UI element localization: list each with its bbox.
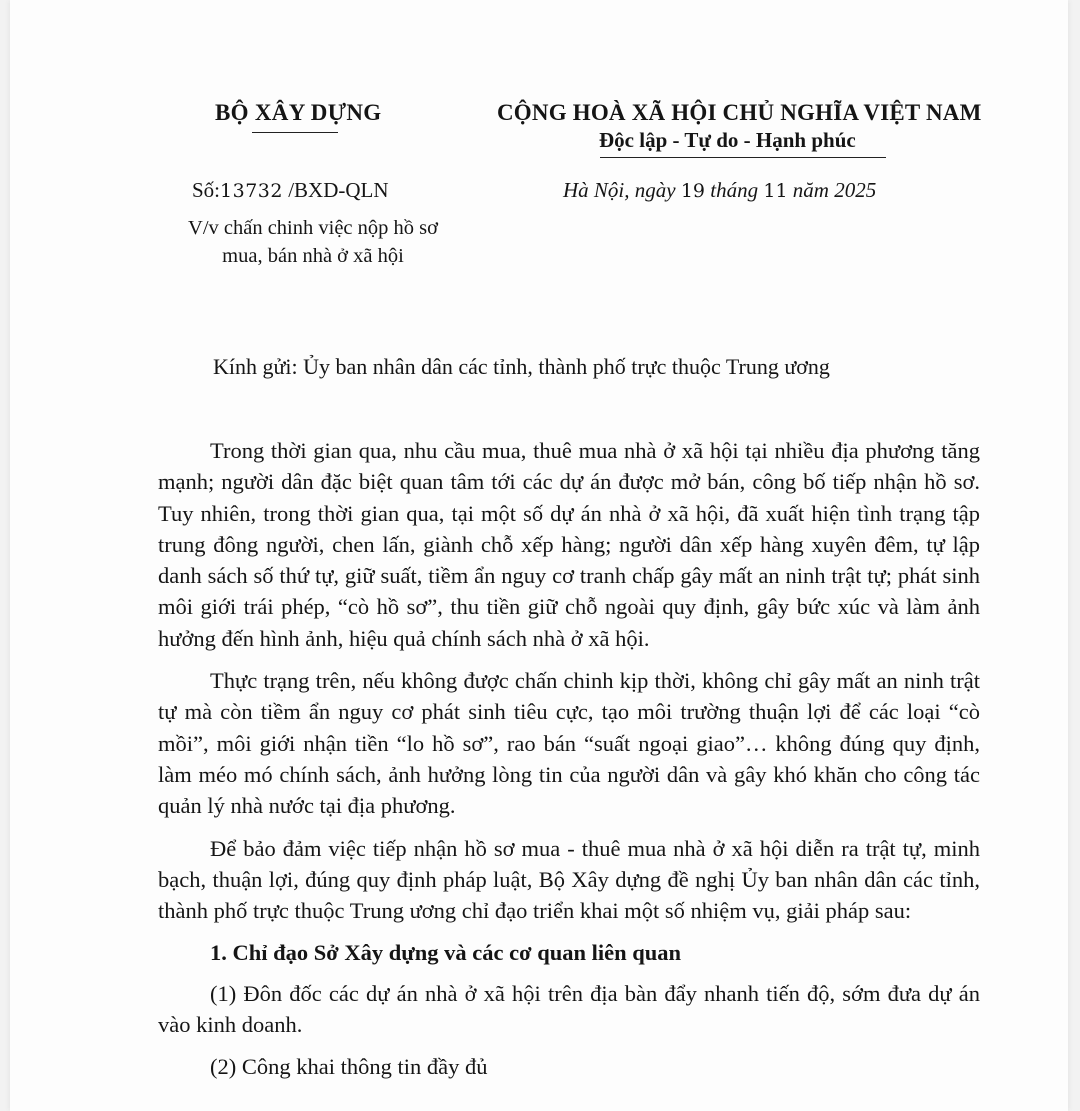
agency-underline xyxy=(252,132,338,133)
subject-line-2: mua, bán nhà ở xã hội xyxy=(222,245,404,267)
date-month-label: tháng xyxy=(705,178,764,202)
date-prefix: Hà Nội, ngày xyxy=(563,178,681,202)
motto-underline xyxy=(600,157,886,158)
body-paragraph: Để bảo đảm việc tiếp nhận hồ sơ mua - thuê mua nhà ở xã hội diễn ra trật tự, minh bạch, thuận lợi, đúng quy định pháp luật, Bộ Xây dựng đề nghị Ủy ban nhân dân các tỉnh, thành phố trực thuộc Trung ương chỉ đạo triển khai một số nhiệm vụ, giải pháp sau: xyxy=(158,835,980,924)
national-motto: Độc lập - Tự do - Hạnh phúc xyxy=(599,128,856,152)
document-number-prefix: Số: xyxy=(192,178,221,202)
letter-body xyxy=(158,435,980,1080)
date-day: 19 xyxy=(680,180,706,202)
document-number-value: 13732 xyxy=(220,180,283,202)
section-heading: 1. Chỉ đạo Sở Xây dựng và các cơ quan liên quan xyxy=(210,940,682,966)
body-paragraph: Thực trạng trên, nếu không được chấn chinh kịp thời, không chỉ gây mất an ninh trật tự mà còn tiềm ẩn nguy cơ phát sinh tiêu cực, tạo môi trường thuận lợi để các loại “cò mồi”, môi giới nhận tiền “lo hồ sơ”, rao bán “suất ngoại giao”… không đúng quy định, làm méo mó chính sách, ảnh hưởng lòng tin của người dân và gây khó khăn cho công tác quản lý nhà nước tại địa phương. xyxy=(158,668,980,819)
list-item-cut-off: (2) Công khai thông tin đầy đủ xyxy=(210,1054,488,1080)
subject-line-1: V/v chấn chinh việc nộp hồ sơ xyxy=(188,217,438,239)
document-page xyxy=(10,0,1068,1111)
date-month: 11 xyxy=(763,180,788,202)
list-item: (1) Đôn đốc các dự án nhà ở xã hội trên địa bàn đẩy nhanh tiến độ, sớm đưa dự án vào kinh doanh. xyxy=(158,980,980,1038)
issue-date xyxy=(563,178,876,203)
recipient-line: Kính gửi: Ủy ban nhân dân các tỉnh, thành phố trực thuộc Trung ương xyxy=(213,354,830,379)
national-title: CỘNG HOÀ XÃ HỘI CHỦ NGHĨA VIỆT NAM xyxy=(497,100,982,125)
document-number-suffix: /BXD-QLN xyxy=(282,178,389,202)
body-paragraph: Trong thời gian qua, nhu cầu mua, thuê mua nhà ở xã hội tại nhiều địa phương tăng mạnh; người dân đặc biệt quan tâm tới các dự án được mở bán, công bố tiếp nhận hồ sơ. Tuy nhiên, trong thời gian qua, tại một số dự án nhà ở xã hội, đã xuất hiện tình trạng tập trung đông người, chen lấn, giành chỗ xếp hàng; người dân xếp hàng xuyên đêm, tự lập danh sách số thứ tự, giữ suất, tiềm ẩn nguy cơ tranh chấp gây mất an ninh trật tự; phát sinh môi giới trái phép, “cò hồ sơ”, thu tiền giữ chỗ ngoài quy định, gây bức xúc và làm ảnh hưởng đến hình ảnh, hiệu quả chính sách nhà ở xã hội. xyxy=(158,438,980,651)
document-number xyxy=(192,178,389,203)
issuing-agency: BỘ XÂY DỰNG xyxy=(215,100,382,125)
document-subject xyxy=(160,214,466,270)
date-year: năm 2025 xyxy=(787,178,877,202)
